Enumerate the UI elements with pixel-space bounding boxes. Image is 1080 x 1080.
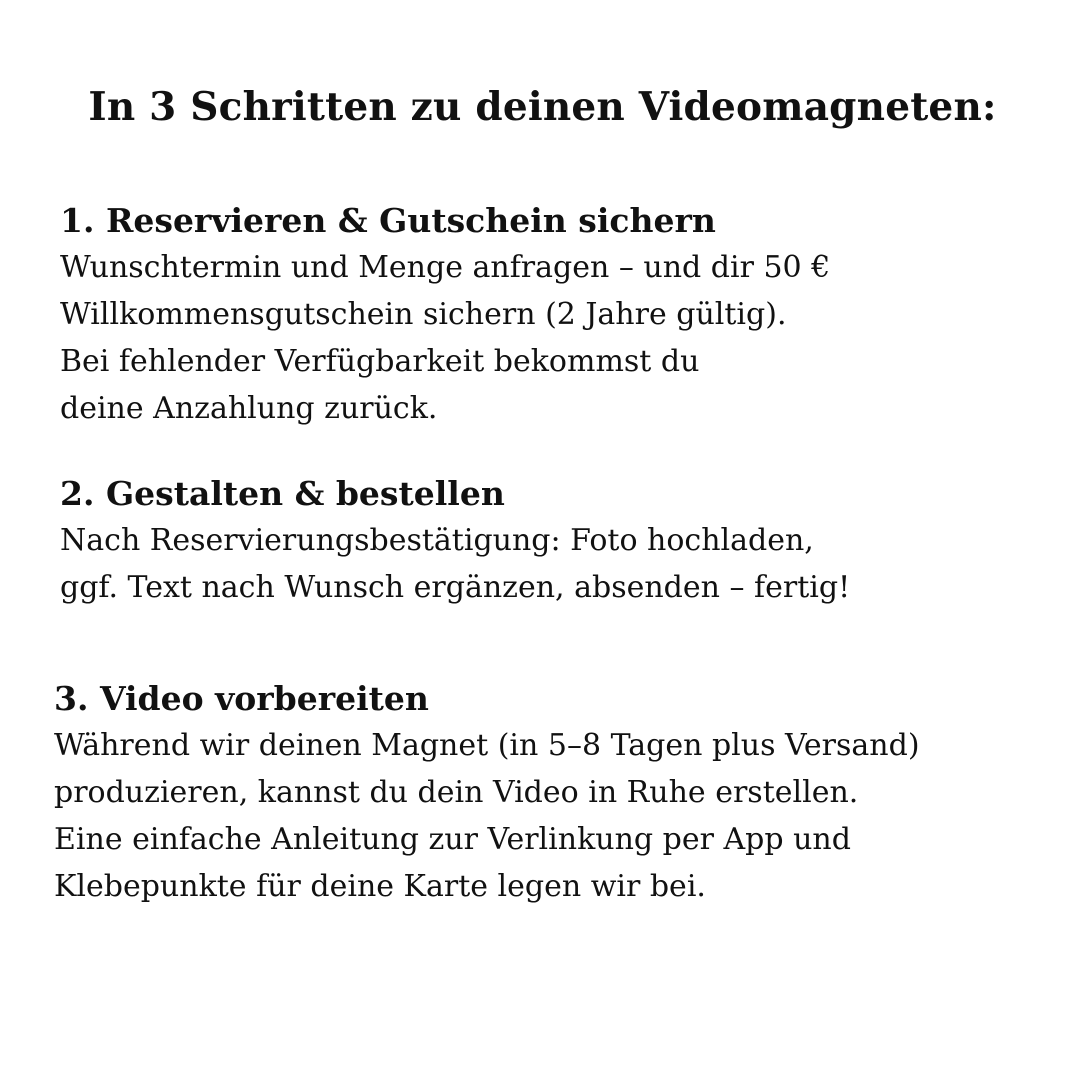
step-prepare-video	[54, 675, 920, 910]
step-text-line: Willkommensgutschein sichern (2 Jahre gültig).	[60, 297, 787, 332]
step-heading: 2. Gestalten & bestellen	[60, 474, 505, 513]
step-heading: 3. Video vorbereiten	[54, 679, 429, 718]
step-heading: 1. Reservieren & Gutschein sichern	[60, 201, 716, 240]
page-title: In 3 Schritten zu deinen Videomagneten:	[88, 84, 997, 130]
step-text-line: ggf. Text nach Wunsch ergänzen, absenden – fertig!	[60, 570, 851, 605]
step-design-order	[60, 470, 850, 611]
step-text-line: Bei fehlender Verfügbarkeit bekommst du	[60, 344, 700, 379]
step-text-line: Während wir deinen Magnet (in 5–8 Tagen plus Versand)	[54, 728, 920, 763]
step-text-line: Nach Reservierungsbestätigung: Foto hochladen,	[60, 523, 814, 558]
step-text-line: Eine einfache Anleitung zur Verlinkung per App und	[54, 822, 851, 857]
step-description	[54, 722, 920, 910]
step-text-line: Klebepunkte für deine Karte legen wir bei.	[54, 869, 706, 904]
step-text-line: Wunschtermin und Menge anfragen – und dir 50 €	[60, 250, 831, 285]
step-description	[60, 517, 850, 611]
step-reserve	[60, 197, 830, 432]
step-description	[60, 244, 830, 432]
step-text-line: produzieren, kannst du dein Video in Ruhe erstellen.	[54, 775, 859, 810]
step-text-line: deine Anzahlung zurück.	[60, 391, 438, 426]
